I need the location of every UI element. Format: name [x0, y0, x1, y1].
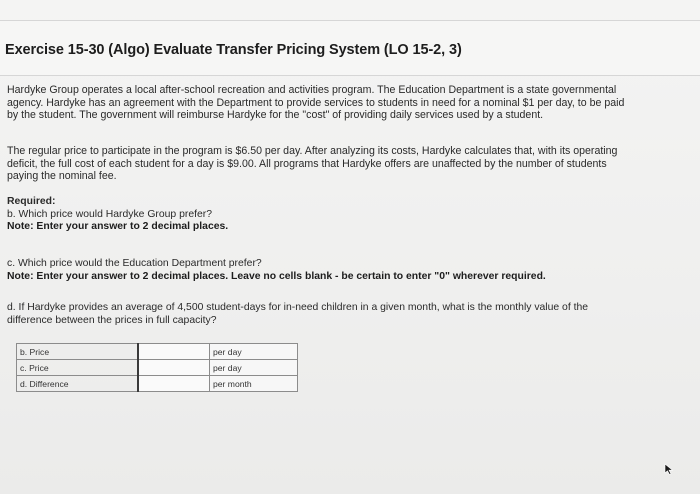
answer-value[interactable]	[139, 376, 209, 391]
question-c: c. Which price would the Education Department prefer?	[7, 258, 262, 269]
answer-value[interactable]	[139, 344, 209, 359]
note-b: Note: Enter your answer to 2 decimal places.	[7, 221, 229, 232]
answer-table	[16, 343, 298, 392]
answer-input-d[interactable]	[138, 376, 210, 392]
unit-label: per month	[210, 376, 298, 392]
required-b-block	[7, 196, 695, 234]
answer-input-b[interactable]	[138, 344, 210, 360]
required-label: Required:	[7, 196, 56, 207]
required-c-block	[7, 258, 695, 283]
unit-label: per day	[210, 360, 298, 376]
question-d: d. If Hardyke provides an average of 4,500 student-days for in-need children in a given month, what is the monthly value of the	[7, 302, 589, 313]
question-b: b. Which price would Hardyke Group prefer?	[7, 208, 213, 220]
row-label: d. Difference	[17, 376, 139, 392]
question-d: difference between the prices in full capacity?	[7, 314, 217, 326]
exercise-title: Exercise 15-30 (Algo) Evaluate Transfer Pricing System (LO 15-2, 3)	[5, 42, 462, 58]
answer-value[interactable]	[139, 360, 209, 375]
pricing-line: deficit, the full cost of each student for a day is $9.00. All programs that Hardyke offers are unaffected by the number of students	[7, 157, 607, 170]
pricing-line: paying the nominal fee.	[7, 170, 117, 182]
table-row	[17, 360, 298, 376]
required-d-block	[7, 302, 695, 327]
intro-line: Hardyke Group operates a local after-school recreation and activities program. The Education Department is a state governmental	[7, 84, 617, 96]
answer-input-c[interactable]	[138, 360, 210, 376]
intro-line: agency. Hardyke has an agreement with the Department to provide services to students in need for a nominal $1 per day, to be paid	[7, 96, 625, 109]
row-label: c. Price	[17, 360, 139, 376]
intro-line: by the student. The government will reimburse Hardyke for the "cost" of providing daily services used by a student.	[7, 109, 544, 121]
intro-paragraph	[7, 84, 695, 122]
table-row	[17, 376, 298, 392]
row-label: b. Price	[17, 344, 139, 360]
exercise-header	[0, 20, 700, 76]
unit-label: per day	[210, 344, 298, 360]
mouse-pointer-icon	[663, 463, 675, 475]
pricing-paragraph	[7, 145, 695, 183]
table-row	[17, 344, 298, 360]
pricing-line: The regular price to participate in the program is $6.50 per day. After analyzing its costs, Hardyke calculates that, with its operating	[7, 145, 618, 157]
note-c: Note: Enter your answer to 2 decimal places. Leave no cells blank - be certain to enter "0" wherever required.	[7, 270, 546, 282]
